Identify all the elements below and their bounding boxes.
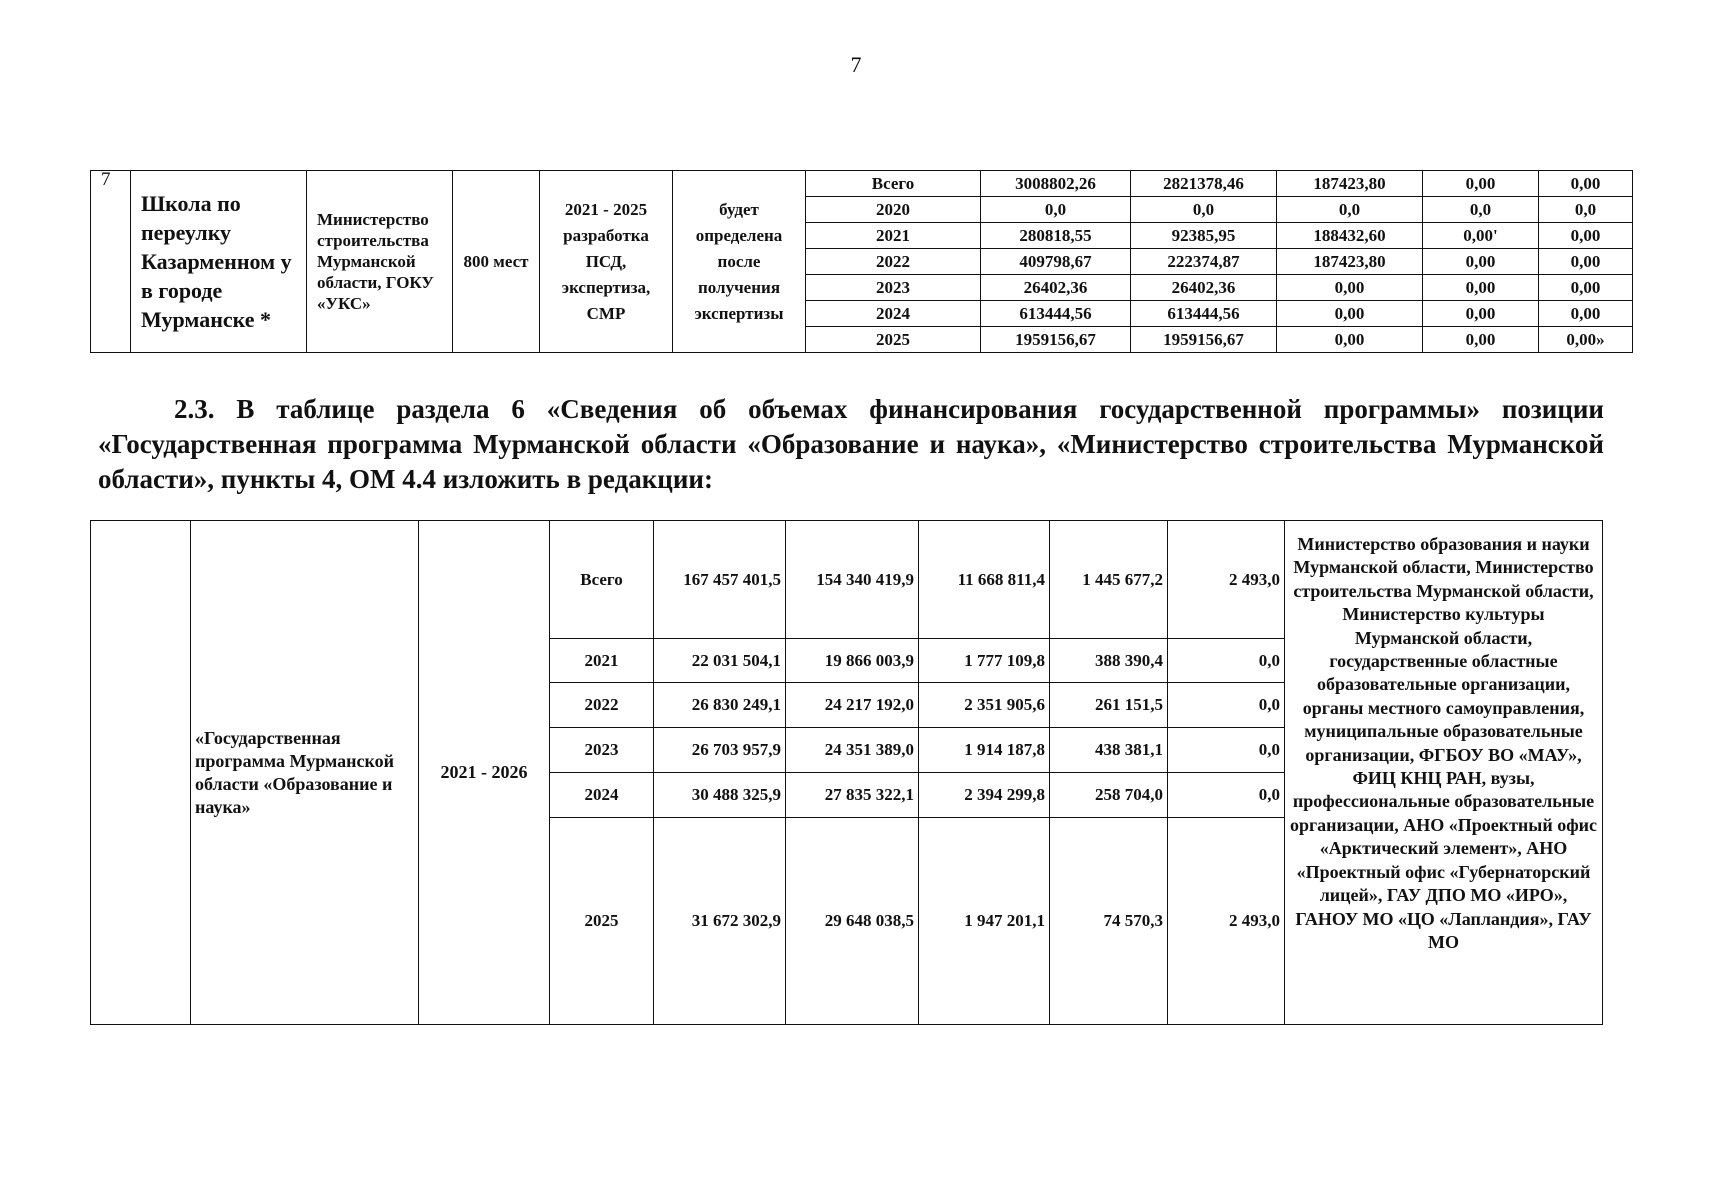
value-cell: 0,0 [1168, 773, 1285, 818]
value-cell: 92385,95 [1131, 223, 1277, 249]
value-cell: 3008802,26 [981, 171, 1131, 197]
year-cell: 2023 [806, 275, 981, 301]
table-row [91, 521, 1603, 639]
value-cell: 31 672 302,9 [654, 818, 786, 1025]
value-cell: 222374,87 [1131, 249, 1277, 275]
value-cell: 27 835 322,1 [786, 773, 919, 818]
amendment-paragraph: 2.3. В таблице раздела 6 «Сведения об объемах финансирования государственной программы» позиции «Государственная программа Мурманской области «Образование и наука», «Министерство строительства Мурманской области», пункты 4, ОМ 4.4 изложить в редакции: [98, 394, 1604, 494]
value-cell: 0,00 [1423, 275, 1539, 301]
value-cell: 26402,36 [981, 275, 1131, 301]
year-cell: Всего [806, 171, 981, 197]
value-cell: 187423,80 [1277, 171, 1423, 197]
value-cell: 0,00» [1539, 327, 1633, 353]
school-financing-table [90, 170, 1633, 353]
value-cell: 258 704,0 [1050, 773, 1168, 818]
value-cell: 0,0 [1168, 728, 1285, 773]
value-cell: 24 351 389,0 [786, 728, 919, 773]
value-cell: 1 777 109,8 [919, 639, 1050, 683]
program-financing-table [90, 520, 1603, 1025]
value-cell: 154 340 419,9 [786, 521, 919, 639]
value-cell: 1959156,67 [1131, 327, 1277, 353]
table-row [91, 171, 1633, 197]
value-cell: 261 151,5 [1050, 683, 1168, 728]
value-cell: 0,00 [1539, 249, 1633, 275]
year-cell: 2025 [806, 327, 981, 353]
value-cell: 0,00 [1423, 327, 1539, 353]
value-cell: 26402,36 [1131, 275, 1277, 301]
value-cell: 29 648 038,5 [786, 818, 919, 1025]
value-cell: 0,00 [1277, 301, 1423, 327]
value-cell: 188432,60 [1277, 223, 1423, 249]
value-cell: 0,00 [1539, 301, 1633, 327]
value-cell: 2 394 299,8 [919, 773, 1050, 818]
value-cell: 22 031 504,1 [654, 639, 786, 683]
value-cell: 0,00' [1423, 223, 1539, 249]
value-cell: 0,0 [1277, 197, 1423, 223]
value-cell: 26 703 957,9 [654, 728, 786, 773]
value-cell: 1959156,67 [981, 327, 1131, 353]
value-cell: 613444,56 [981, 301, 1131, 327]
responsible-executors: Министерство образования и науки Мурманской области, Министерство строительства Мурманской области, Министерство культуры Мурманской области, государственные областные образовательные организации, органы местного самоуправления, муниципальные образовательные организации, ФГБОУ ВО «МАУ», ФИЦ КНЦ РАН, вузы, профессиональные образовательные организации, АНО «Проектный офис «Арктический элемент», АНО «Проектный офис «Губернаторский лицей», ГАУ ДПО МО «ИРО», ГАНОУ МО «ЦО «Лапландия», ГАУ МО [1285, 521, 1603, 1025]
year-cell: 2024 [550, 773, 654, 818]
object-name: Школа по переулку Казарменном у в городе Мурманске * [131, 171, 307, 353]
value-cell: 613444,56 [1131, 301, 1277, 327]
value-cell: 0,00 [1277, 275, 1423, 301]
year-cell: 2022 [550, 683, 654, 728]
capacity: 800 мест [453, 171, 540, 353]
period-stage: 2021 - 2025 разработка ПСД, экспертиза, СМР [540, 171, 673, 353]
value-cell: 0,00 [1539, 223, 1633, 249]
page-number: 7 [850, 52, 862, 77]
value-cell: 0,00 [1423, 249, 1539, 275]
value-cell: 409798,67 [981, 249, 1131, 275]
value-cell: 24 217 192,0 [786, 683, 919, 728]
value-cell: 11 668 811,4 [919, 521, 1050, 639]
value-cell: 0,0 [1423, 197, 1539, 223]
value-cell: 19 866 003,9 [786, 639, 919, 683]
value-cell: 0,00 [1539, 275, 1633, 301]
value-cell: 0,0 [1539, 197, 1633, 223]
executor: Министерство строительства Мурманской области, ГОКУ «УКС» [307, 171, 453, 353]
value-cell: 2 351 905,6 [919, 683, 1050, 728]
program-name: «Государственная программа Мурманской области «Образование и наука» [191, 521, 419, 1025]
year-cell: 2021 [806, 223, 981, 249]
value-cell: 167 457 401,5 [654, 521, 786, 639]
value-cell: 0,0 [1168, 683, 1285, 728]
value-cell: 187423,80 [1277, 249, 1423, 275]
value-cell: 1 445 677,2 [1050, 521, 1168, 639]
year-cell: 2022 [806, 249, 981, 275]
value-cell: 1 947 201,1 [919, 818, 1050, 1025]
value-cell: 0,00 [1277, 327, 1423, 353]
value-cell: 2821378,46 [1131, 171, 1277, 197]
year-cell: Всего [550, 521, 654, 639]
value-cell: 30 488 325,9 [654, 773, 786, 818]
row-number: 7 [91, 171, 131, 353]
year-cell: 2023 [550, 728, 654, 773]
value-cell: 26 830 249,1 [654, 683, 786, 728]
empty-cell [91, 521, 191, 1025]
estimated-cost: будет определена после получения экспертизы [673, 171, 806, 353]
value-cell: 1 914 187,8 [919, 728, 1050, 773]
value-cell: 280818,55 [981, 223, 1131, 249]
program-period: 2021 - 2026 [419, 521, 550, 1025]
year-cell: 2025 [550, 818, 654, 1025]
year-cell: 2020 [806, 197, 981, 223]
value-cell: 0,0 [1168, 639, 1285, 683]
value-cell: 2 493,0 [1168, 521, 1285, 639]
value-cell: 74 570,3 [1050, 818, 1168, 1025]
value-cell: 0,0 [981, 197, 1131, 223]
value-cell: 0,0 [1131, 197, 1277, 223]
value-cell: 0,00 [1539, 171, 1633, 197]
year-cell: 2024 [806, 301, 981, 327]
year-cell: 2021 [550, 639, 654, 683]
value-cell: 438 381,1 [1050, 728, 1168, 773]
value-cell: 2 493,0 [1168, 818, 1285, 1025]
value-cell: 388 390,4 [1050, 639, 1168, 683]
value-cell: 0,00 [1423, 301, 1539, 327]
value-cell: 0,00 [1423, 171, 1539, 197]
